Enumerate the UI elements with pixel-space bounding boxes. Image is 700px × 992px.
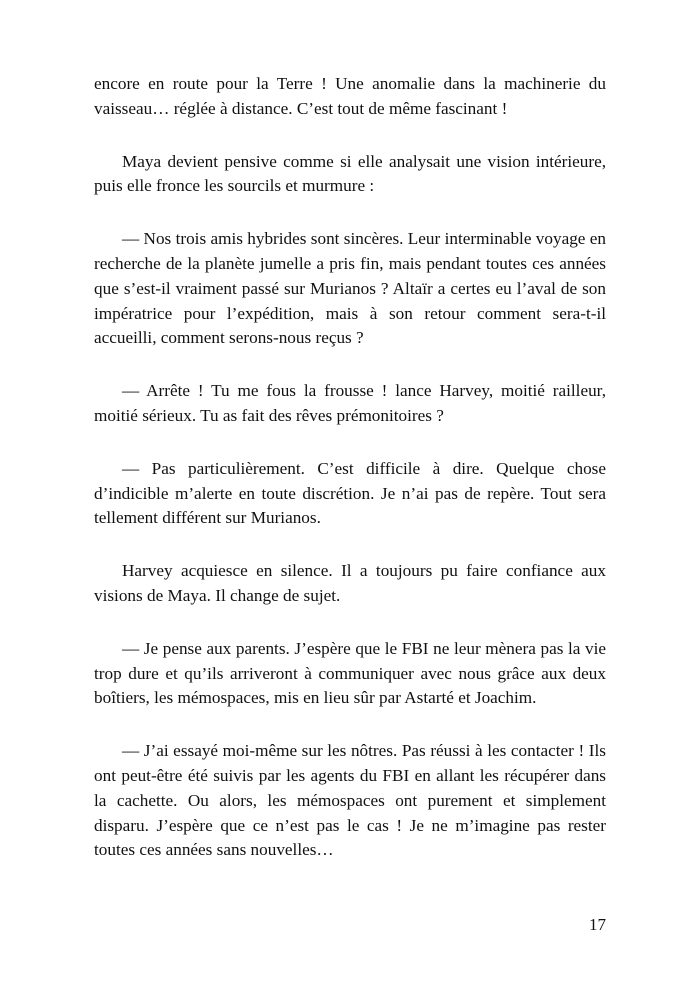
paragraph-8: — J’ai essayé moi-même sur les nôtres. Pas réussi à les contacter ! Ils ont peut-être été suivis par les agents du FBI en allant les récupérer dans la cachette. Ou alors, les mémospaces ont purement et simplement disparu. J’espère que ce n’est pas le cas ! Je ne m’imagine pas rester toutes ces années sans nouvelles… xyxy=(94,741,606,860)
paragraph-6: Harvey acquiesce en silence. Il a toujours pu faire confiance aux visions de Maya. Il change de sujet. xyxy=(94,561,606,605)
paragraph-4: — Arrête ! Tu me fous la frousse ! lance Harvey, moitié railleur, moitié sérieux. Tu as fait des rêves prémonitoires ? xyxy=(94,381,606,425)
paragraph-2: Maya devient pensive comme si elle analysait une vision intérieure, puis elle fronce les sourcils et murmure : xyxy=(94,151,606,196)
paragraph-3: — Nos trois amis hybrides sont sincères. Leur interminable voyage en recherche de la planète jumelle a pris fin, mais pendant toutes ces années que s’est-il vraiment passé sur Murianos ? Altaïr a certes eu l’aval de son impératrice pour l’expédition, mais à son retour comment sera-t-il accueilli, comment serons-nous reçus ? xyxy=(94,229,606,348)
page-number: 17 xyxy=(589,915,606,934)
page-body xyxy=(94,72,606,891)
paragraph-5: — Pas particulièrement. C’est difficile à dire. Quelque chose d’indicible m’alerte en toute discrétion. Je n’ai pas de repère. Tout sera tellement différent sur Murianos. xyxy=(94,458,606,528)
paragraph-7: — Je pense aux parents. J’espère que le FBI ne leur mènera pas la vie trop dure et qu’ils arriveront à communiquer avec nous grâce aux deux boîtiers, les mémospaces, mis en lieu sûr par Astarté et Joachim. xyxy=(94,638,606,708)
paragraph-1: encore en route pour la Terre ! Une anomalie dans la machinerie du vaisseau… réglée à distance. C’est tout de même fascinant ! xyxy=(94,74,606,118)
